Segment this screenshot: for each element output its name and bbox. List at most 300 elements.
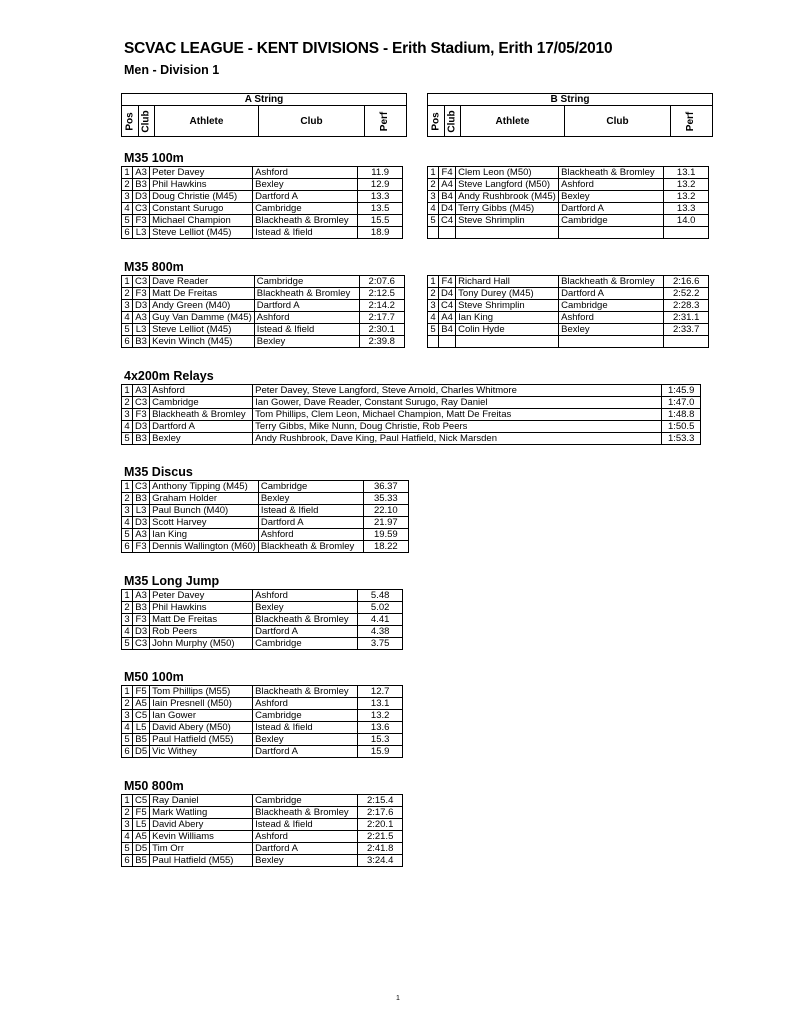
club-code-cell: F5 (133, 686, 150, 698)
perf-cell: 2:17.6 (358, 807, 403, 819)
pos-cell: 3 (122, 819, 133, 831)
club-code-cell: D4 (439, 203, 456, 215)
athlete-cell: Andy Rushbrook (M45) (456, 191, 559, 203)
club-cell: Istead & Ifield (254, 324, 359, 336)
table-row (122, 215, 403, 227)
club-cell: Bexley (150, 433, 253, 445)
event-title-m35-long-jump: M35 Long Jump (124, 574, 220, 588)
pos-cell: 2 (122, 698, 133, 710)
athlete-cell: David Abery (150, 819, 253, 831)
pos-cell: 4 (122, 421, 133, 433)
page-number: 1 (396, 995, 400, 1002)
athlete-cell: Ray Daniel (150, 795, 253, 807)
athlete-cell: David Abery (M50) (150, 722, 253, 734)
perf-cell: 21.97 (363, 517, 408, 529)
perf-cell: 2:52.2 (664, 288, 709, 300)
table-row (122, 638, 403, 650)
club-code-cell: A5 (133, 831, 150, 843)
athlete-cell: Vic Withey (150, 746, 253, 758)
club-cell: Cambridge (559, 215, 664, 227)
club-code-cell: F4 (439, 167, 456, 179)
table-row (122, 276, 405, 288)
perf-cell: 2:20.1 (358, 819, 403, 831)
table-row (122, 614, 403, 626)
club-code-cell: B3 (133, 602, 150, 614)
perf-cell: 5.02 (358, 602, 403, 614)
table-row (122, 855, 403, 867)
perf-cell: 13.2 (358, 710, 403, 722)
club-code-cell: A4 (439, 179, 456, 191)
pos-cell: 5 (122, 324, 133, 336)
club-code-cell: D3 (133, 300, 150, 312)
table-row (122, 167, 403, 179)
pos-cell: 1 (122, 276, 133, 288)
club-code-cell: F3 (133, 409, 150, 421)
club-code-cell: F3 (133, 614, 150, 626)
pos-cell: 3 (122, 710, 133, 722)
pos-cell: 6 (122, 746, 133, 758)
table-row (122, 686, 403, 698)
table-row (122, 409, 701, 421)
athlete-cell: Dave Reader (150, 276, 255, 288)
table-row (122, 590, 403, 602)
perf-cell: 1:48.8 (662, 409, 701, 421)
club-cell: Bexley (253, 734, 358, 746)
table-row (122, 336, 405, 348)
perf-cell: 13.1 (664, 167, 709, 179)
pos-cell: 1 (122, 686, 133, 698)
club-cell: Cambridge (253, 710, 358, 722)
athlete-header: Athlete (460, 106, 564, 136)
club-code-cell: C3 (133, 481, 150, 493)
pos-cell: 4 (428, 312, 439, 324)
perf-cell: 14.0 (664, 215, 709, 227)
club-cell: Bexley (559, 191, 664, 203)
athlete-cell: Peter Davey (150, 590, 253, 602)
table-row (428, 167, 709, 179)
pos-cell: 2 (122, 179, 133, 191)
athlete-cell: Rob Peers (150, 626, 253, 638)
club-cell: Bexley (253, 602, 358, 614)
table-row (122, 541, 409, 553)
club-code-cell: C4 (439, 300, 456, 312)
athlete-cell: Constant Surugo (150, 203, 253, 215)
table-row (122, 300, 405, 312)
m35-100m-a-table (121, 166, 403, 239)
club-cell: Bexley (559, 324, 664, 336)
athlete-cell: Tim Orr (150, 843, 253, 855)
club-cell: Blackheath & Bromley (559, 167, 664, 179)
perf-cell: 2:39.8 (359, 336, 404, 348)
club-code-cell: C3 (133, 276, 150, 288)
club-code-cell: L5 (133, 819, 150, 831)
athlete-cell: Ian Gower (150, 710, 253, 722)
athlete-cell: Colin Hyde (456, 324, 559, 336)
pos-cell: 1 (122, 590, 133, 602)
athlete-cell: John Murphy (M50) (150, 638, 253, 650)
pos-cell: 1 (122, 481, 133, 493)
club-code-cell: L3 (133, 505, 150, 517)
pos-cell (428, 336, 439, 348)
m50-100m-table (121, 685, 403, 758)
athlete-cell: Dennis Wallington (M60) (150, 541, 259, 553)
club-cell: Dartford A (258, 517, 363, 529)
m35-100m-b-table (427, 166, 709, 239)
pos-cell: 2 (122, 397, 133, 409)
perf-cell: 13.2 (664, 191, 709, 203)
event-title-m35-100m: M35 100m (124, 151, 184, 165)
club-code-cell: B5 (133, 734, 150, 746)
pos-cell: 4 (122, 722, 133, 734)
club-cell: Bexley (253, 855, 358, 867)
athlete-cell: Steve Shrimplin (456, 300, 559, 312)
club-code-cell (439, 336, 456, 348)
pos-cell: 5 (122, 433, 133, 445)
athlete-cell: Ian King (150, 529, 259, 541)
perf-cell: 13.6 (358, 722, 403, 734)
club-cell: Cambridge (559, 300, 664, 312)
club-cell: Dartford A (254, 300, 359, 312)
team-members-cell: Ian Gower, Dave Reader, Constant Surugo, Ray Daniel (253, 397, 662, 409)
b-string-label: B String (428, 94, 712, 106)
perf-cell: 2:16.6 (664, 276, 709, 288)
pos-cell: 1 (428, 167, 439, 179)
table-row (122, 179, 403, 191)
club-code-cell: F3 (133, 288, 150, 300)
club-cell: Blackheath & Bromley (253, 614, 358, 626)
club-code-cell: A3 (133, 385, 150, 397)
athlete-cell: Paul Bunch (M40) (150, 505, 259, 517)
athlete-cell: Steve Lelliot (M45) (150, 227, 253, 239)
athlete-cell: Doug Christie (M45) (150, 191, 253, 203)
table-row (428, 312, 709, 324)
club-code-cell: L5 (133, 722, 150, 734)
club-code-cell: B4 (439, 191, 456, 203)
club-code-cell: F4 (439, 276, 456, 288)
club-cell: Blackheath & Bromley (559, 276, 664, 288)
athlete-cell: Richard Hall (456, 276, 559, 288)
table-row (428, 215, 709, 227)
perf-cell: 13.1 (358, 698, 403, 710)
pos-cell: 5 (122, 734, 133, 746)
club-code-cell: B5 (133, 855, 150, 867)
club-code-cell: D5 (133, 746, 150, 758)
pos-cell: 4 (122, 312, 133, 324)
perf-cell (664, 227, 709, 239)
club-cell: Blackheath & Bromley (253, 215, 358, 227)
club-cell: Dartford A (253, 746, 358, 758)
pos-cell: 2 (122, 493, 133, 505)
club-cell: Cambridge (150, 397, 253, 409)
table-row (122, 312, 405, 324)
pos-cell: 2 (428, 179, 439, 191)
athlete-cell: Michael Champion (150, 215, 253, 227)
team-members-cell: Andy Rushbrook, Dave King, Paul Hatfield, Nick Marsden (253, 433, 662, 445)
club-code-cell: C3 (133, 203, 150, 215)
table-row (428, 227, 709, 239)
perf-cell: 22.10 (363, 505, 408, 517)
club-cell: Bexley (258, 493, 363, 505)
club-cell: Blackheath & Bromley (150, 409, 253, 421)
a-string-header (121, 93, 407, 137)
club-cell: Dartford A (150, 421, 253, 433)
table-row (122, 602, 403, 614)
page-title: SCVAC LEAGUE - KENT DIVISIONS - Erith Stadium, Erith 17/05/2010 (124, 40, 613, 57)
club-header: Club (564, 106, 670, 136)
athlete-cell: Steve Langford (M50) (456, 179, 559, 191)
club-code-cell: A3 (133, 167, 150, 179)
table-row (122, 493, 409, 505)
team-members-cell: Terry Gibbs, Mike Nunn, Doug Christie, Rob Peers (253, 421, 662, 433)
club-cell: Ashford (559, 179, 664, 191)
athlete-cell: Steve Shrimplin (456, 215, 559, 227)
club-code-cell: D5 (133, 843, 150, 855)
athlete-cell: Peter Davey (150, 167, 253, 179)
perf-cell: 36.37 (363, 481, 408, 493)
pos-cell: 4 (122, 203, 133, 215)
athlete-cell: Matt De Freitas (150, 288, 255, 300)
club-code-cell: D4 (439, 288, 456, 300)
pos-header: Pos (430, 111, 442, 131)
perf-cell: 4.41 (358, 614, 403, 626)
club-cell: Dartford A (559, 203, 664, 215)
club-cell: Cambridge (253, 795, 358, 807)
perf-cell: 15.5 (358, 215, 403, 227)
perf-cell: 13.2 (664, 179, 709, 191)
table-row (428, 203, 709, 215)
table-row (122, 385, 701, 397)
club-cell: Cambridge (253, 203, 358, 215)
pos-cell (428, 227, 439, 239)
table-row (122, 324, 405, 336)
club-cell: Blackheath & Bromley (253, 807, 358, 819)
athlete-cell: Guy Van Damme (M45) (150, 312, 255, 324)
club-code-cell: B4 (439, 324, 456, 336)
pos-cell: 4 (122, 517, 133, 529)
perf-cell: 1:45.9 (662, 385, 701, 397)
perf-cell: 13.3 (664, 203, 709, 215)
club-code-cell: C5 (133, 795, 150, 807)
table-row (428, 276, 709, 288)
club-code-cell: D3 (133, 421, 150, 433)
club-cell: Cambridge (253, 638, 358, 650)
club-code-header: Club (138, 106, 154, 136)
pos-cell: 1 (428, 276, 439, 288)
perf-cell: 2:15.4 (358, 795, 403, 807)
table-row (122, 227, 403, 239)
athlete-cell (456, 227, 559, 239)
club-code-cell: F3 (133, 541, 150, 553)
club-cell: Bexley (253, 179, 358, 191)
club-code-cell: C4 (439, 215, 456, 227)
m35-discus-table (121, 480, 409, 553)
event-title-relays: 4x200m Relays (124, 369, 214, 383)
table-row (122, 505, 409, 517)
table-row (122, 807, 403, 819)
table-row (122, 795, 403, 807)
club-header: Club (258, 106, 364, 136)
athlete-cell: Andy Green (M40) (150, 300, 255, 312)
m35-800m-b-table (427, 275, 709, 348)
team-members-cell: Peter Davey, Steve Langford, Steve Arnold, Charles Whitmore (253, 385, 662, 397)
table-row (122, 734, 403, 746)
table-row (122, 819, 403, 831)
pos-cell: 5 (428, 324, 439, 336)
pos-cell: 1 (122, 385, 133, 397)
athlete-cell: Terry Gibbs (M45) (456, 203, 559, 215)
table-row (428, 179, 709, 191)
club-code-cell: F3 (133, 215, 150, 227)
athlete-cell: Ian King (456, 312, 559, 324)
perf-cell: 2:33.7 (664, 324, 709, 336)
team-members-cell: Tom Phillips, Clem Leon, Michael Champion, Matt De Freitas (253, 409, 662, 421)
athlete-cell: Anthony Tipping (M45) (150, 481, 259, 493)
pos-cell: 6 (122, 227, 133, 239)
athlete-cell: Phil Hawkins (150, 179, 253, 191)
perf-cell: 2:30.1 (359, 324, 404, 336)
pos-cell: 3 (122, 409, 133, 421)
perf-cell: 2:12.5 (359, 288, 404, 300)
pos-header: Pos (124, 111, 136, 131)
club-cell: Ashford (253, 698, 358, 710)
perf-cell: 1:50.5 (662, 421, 701, 433)
club-code-cell: A3 (133, 312, 150, 324)
athlete-cell: Tom Phillips (M55) (150, 686, 253, 698)
club-code-cell: F5 (133, 807, 150, 819)
club-cell: Ashford (559, 312, 664, 324)
pos-cell: 3 (122, 191, 133, 203)
club-code-cell: A5 (133, 698, 150, 710)
athlete-cell: Matt De Freitas (150, 614, 253, 626)
perf-cell: 18.22 (363, 541, 408, 553)
athlete-cell: Tony Durey (M45) (456, 288, 559, 300)
club-code-cell: L3 (133, 324, 150, 336)
pos-cell: 3 (428, 300, 439, 312)
pos-cell: 5 (122, 843, 133, 855)
table-row (122, 831, 403, 843)
pos-cell: 1 (122, 795, 133, 807)
club-cell: Ashford (253, 167, 358, 179)
pos-cell: 6 (122, 336, 133, 348)
page-subtitle: Men - Division 1 (124, 63, 220, 77)
table-row (122, 517, 409, 529)
perf-header: Perf (364, 106, 405, 136)
athlete-cell: Graham Holder (150, 493, 259, 505)
table-row (122, 191, 403, 203)
club-cell (559, 227, 664, 239)
pos-cell: 3 (428, 191, 439, 203)
table-row (122, 698, 403, 710)
athlete-cell: Iain Presnell (M50) (150, 698, 253, 710)
club-cell: Blackheath & Bromley (258, 541, 363, 553)
perf-cell: 1:53.3 (662, 433, 701, 445)
pos-cell: 5 (122, 529, 133, 541)
perf-cell: 18.9 (358, 227, 403, 239)
table-row (122, 843, 403, 855)
table-row (428, 191, 709, 203)
club-cell: Ashford (253, 831, 358, 843)
perf-cell: 12.7 (358, 686, 403, 698)
club-cell: Ashford (150, 385, 253, 397)
m35-800m-a-table (121, 275, 405, 348)
athlete-header: Athlete (154, 106, 258, 136)
pos-cell: 4 (428, 203, 439, 215)
table-row (122, 710, 403, 722)
table-row (428, 336, 709, 348)
club-cell: Ashford (253, 590, 358, 602)
pos-cell: 6 (122, 855, 133, 867)
perf-cell: 12.9 (358, 179, 403, 191)
pos-cell: 5 (122, 215, 133, 227)
pos-cell: 2 (428, 288, 439, 300)
club-code-cell: C5 (133, 710, 150, 722)
m50-800m-table (121, 794, 403, 867)
table-row (122, 626, 403, 638)
club-cell: Dartford A (253, 191, 358, 203)
b-string-header (427, 93, 713, 137)
event-title-m50-800m: M50 800m (124, 779, 184, 793)
perf-cell: 2:14.2 (359, 300, 404, 312)
perf-cell: 3.75 (358, 638, 403, 650)
pos-cell: 2 (122, 807, 133, 819)
perf-cell: 19.59 (363, 529, 408, 541)
pos-cell: 4 (122, 831, 133, 843)
club-code-cell: A3 (133, 529, 150, 541)
pos-cell: 1 (122, 167, 133, 179)
table-row (428, 288, 709, 300)
perf-cell: 2:31.1 (664, 312, 709, 324)
perf-cell: 2:17.7 (359, 312, 404, 324)
pos-cell: 3 (122, 614, 133, 626)
table-row (122, 203, 403, 215)
table-row (122, 529, 409, 541)
athlete-cell: Scott Harvey (150, 517, 259, 529)
club-cell: Cambridge (254, 276, 359, 288)
club-code-header: Club (444, 106, 460, 136)
athlete-cell: Phil Hawkins (150, 602, 253, 614)
athlete-cell: Kevin Winch (M45) (150, 336, 255, 348)
perf-cell (664, 336, 709, 348)
m35-long-jump-table (121, 589, 403, 650)
athlete-cell: Mark Watling (150, 807, 253, 819)
pos-cell: 5 (428, 215, 439, 227)
perf-cell: 5.48 (358, 590, 403, 602)
athlete-cell: Kevin Williams (150, 831, 253, 843)
table-row (122, 421, 701, 433)
perf-cell: 1:47.0 (662, 397, 701, 409)
club-code-cell: D3 (133, 191, 150, 203)
pos-cell: 3 (122, 505, 133, 517)
club-cell: Istead & Ifield (253, 819, 358, 831)
club-cell: Istead & Ifield (253, 722, 358, 734)
club-cell: Blackheath & Bromley (254, 288, 359, 300)
club-cell: Dartford A (253, 626, 358, 638)
perf-header: Perf (670, 106, 711, 136)
athlete-cell: Steve Lelliot (M45) (150, 324, 255, 336)
pos-cell: 2 (122, 602, 133, 614)
perf-cell: 13.5 (358, 203, 403, 215)
perf-cell: 2:41.8 (358, 843, 403, 855)
table-row (428, 324, 709, 336)
perf-cell: 15.3 (358, 734, 403, 746)
club-cell: Dartford A (253, 843, 358, 855)
pos-cell: 5 (122, 638, 133, 650)
club-cell: Ashford (254, 312, 359, 324)
relays-table (121, 384, 701, 445)
club-cell: Istead & Ifield (258, 505, 363, 517)
club-code-cell: B3 (133, 179, 150, 191)
a-string-label: A String (122, 94, 406, 106)
